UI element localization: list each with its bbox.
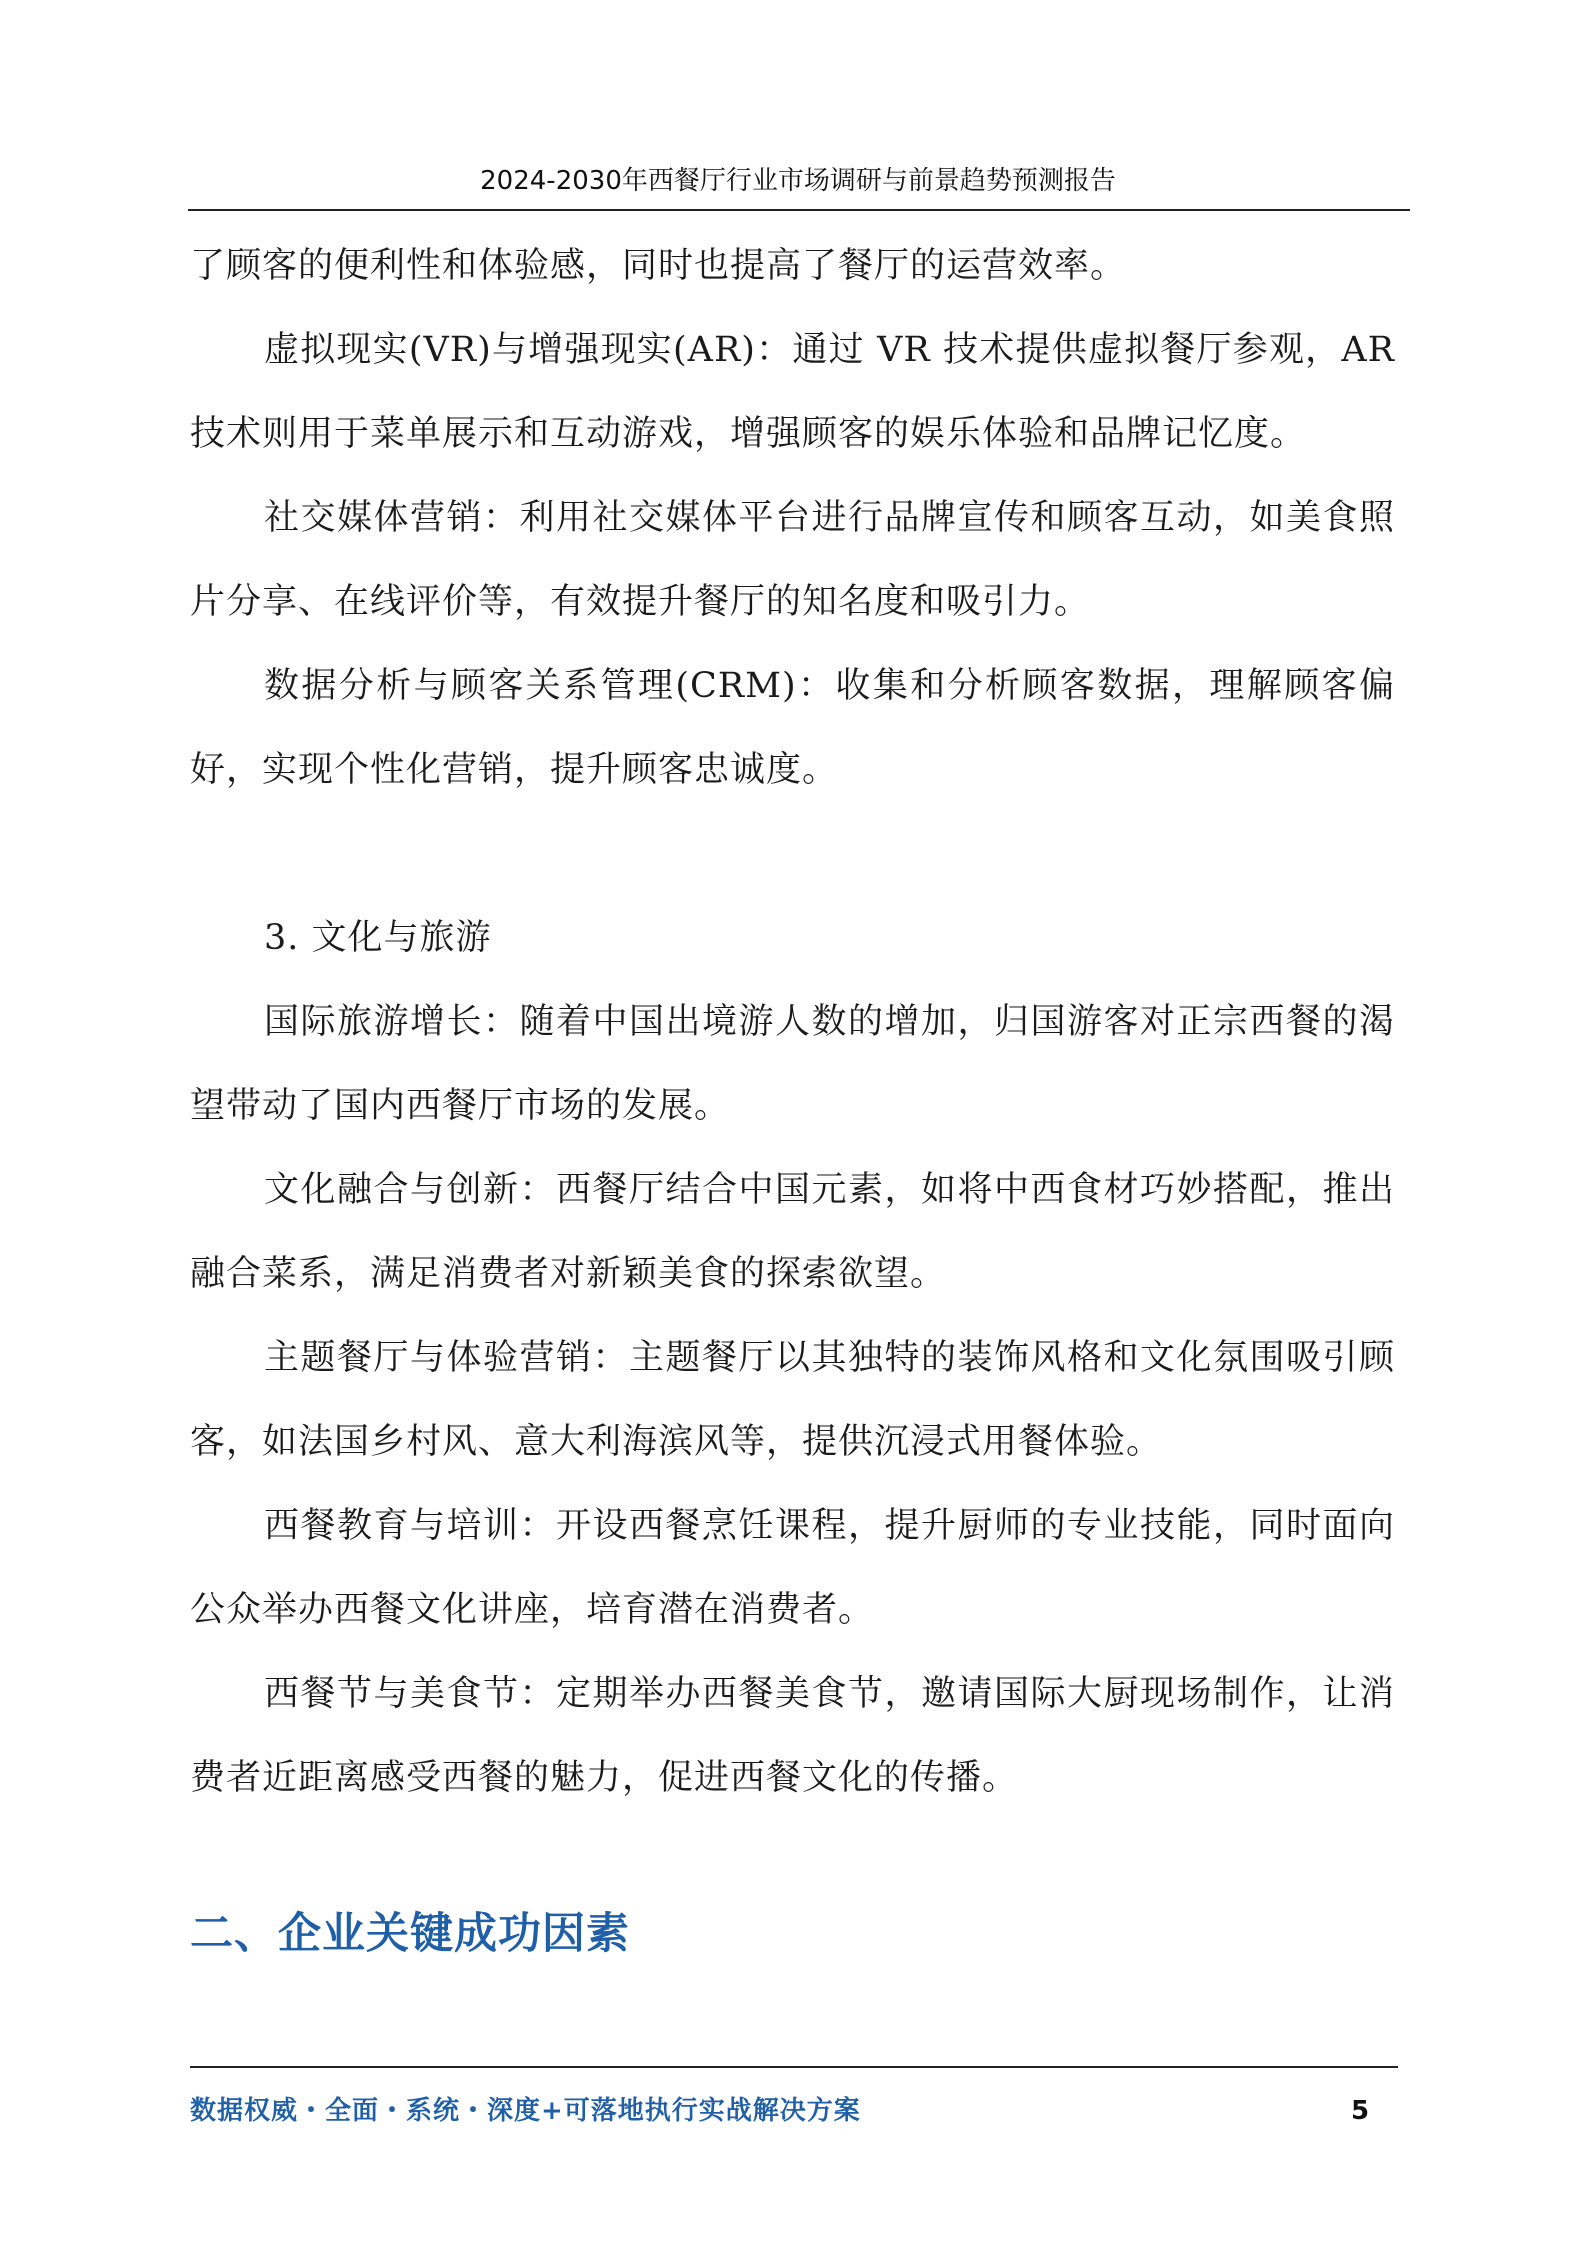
section-heading: 二、企业关键成功因素 — [190, 1909, 630, 1959]
subsection-culture-tourism: 3. 文化与旅游 — [264, 918, 492, 958]
paragraph-international-tourism: 国际旅游增长：随着中国出境游人数的增加，归国游客对正宗西餐的渴望带动了国内西餐厅市场的发展。 — [190, 1002, 1395, 1126]
header-divider — [188, 209, 1410, 211]
paragraph-culture-fusion: 文化融合与创新：西餐厅结合中国元素，如将中西食材巧妙搭配，推出融合菜系，满足消费者对新颖美食的探索欲望。 — [190, 1170, 1395, 1294]
blank-line — [190, 812, 1395, 896]
paragraph-theme-restaurant: 主题餐厅与体验营销：主题餐厅以其独特的装饰风格和文化氛围吸引顾客，如法国乡村风、意大利海滨风等，提供沉浸式用餐体验。 — [190, 1338, 1395, 1462]
paragraph-food-festival: 西餐节与美食节：定期举办西餐美食节，邀请国际大厨现场制作，让消费者近距离感受西餐的魅力，促进西餐文化的传播。 — [190, 1674, 1395, 1798]
paragraph-crm: 数据分析与顾客关系管理(CRM)：收集和分析顾客数据，理解顾客偏好，实现个性化营销，提升顾客忠诚度。 — [190, 666, 1395, 790]
paragraph-education-training: 西餐教育与培训：开设西餐烹饪课程，提升厨师的专业技能，同时面向公众举办西餐文化讲座，培育潜在消费者。 — [190, 1506, 1395, 1630]
header-title: 2024-2030年西餐厅行业市场调研与前景趋势预测报告 — [480, 166, 1116, 196]
paragraph-social-media: 社交媒体营销：利用社交媒体平台进行品牌宣传和顾客互动，如美食照片分享、在线评价等，有效提升餐厅的知名度和吸引力。 — [190, 498, 1395, 622]
page-number: 5 — [1350, 2096, 1370, 2126]
paragraph-continuation: 了顾客的便利性和体验感，同时也提高了餐厅的运营效率。 — [190, 246, 1127, 286]
footer-divider — [190, 2066, 1398, 2068]
body-content — [190, 224, 1395, 1820]
paragraph-vr-ar: 虚拟现实(VR)与增强现实(AR)：通过 VR 技术提供虚拟餐厅参观，AR 技术则用于菜单展示和互动游戏，增强顾客的娱乐体验和品牌记忆度。 — [190, 330, 1395, 454]
footer-slogan: 数据权威・全面・系统・深度+可落地执行实战解决方案 — [190, 2096, 861, 2126]
